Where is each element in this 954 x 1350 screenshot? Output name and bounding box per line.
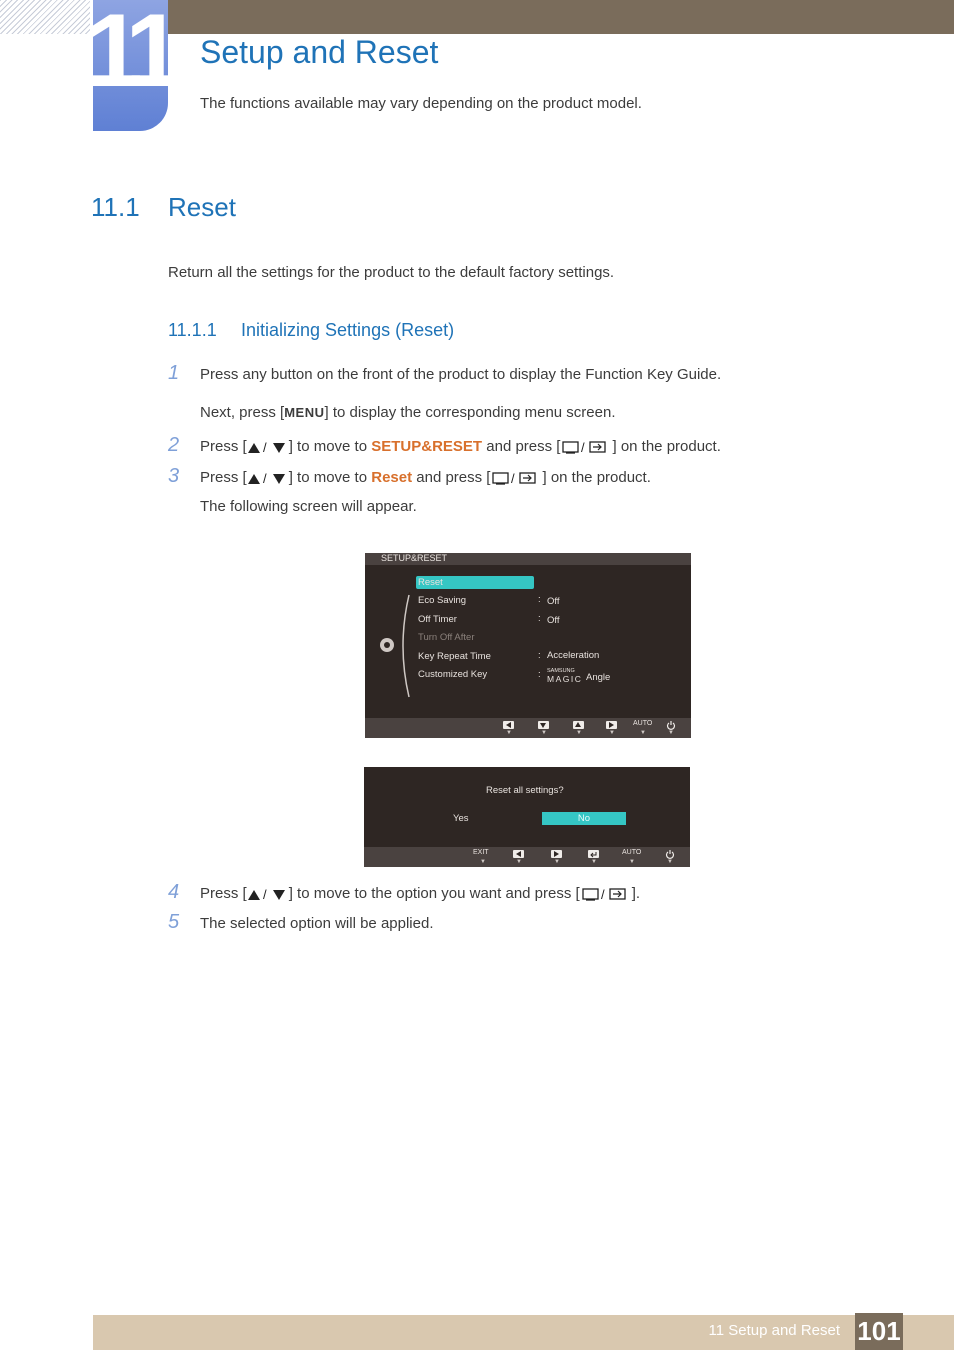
step-text-part: and press [ — [412, 469, 491, 486]
osd-menu-item-disabled: Turn Off After — [418, 632, 475, 643]
osd-menu-item[interactable]: Customized Key — [418, 669, 488, 680]
step-text-part: Press [ — [200, 438, 247, 455]
osd-colon: : — [538, 594, 541, 605]
osd-menu-value: Acceleration — [547, 650, 600, 661]
osd-menu-item[interactable]: Eco Saving — [418, 595, 467, 606]
down-button-icon[interactable] — [538, 721, 549, 729]
pointer-icon: ▼ — [640, 730, 646, 736]
step-text-part: ] on the product. — [612, 438, 721, 455]
step-text — [200, 438, 721, 455]
osd-menu-value: Angle — [586, 672, 611, 683]
enter-button-icon[interactable] — [588, 850, 599, 858]
chapter-title: Setup and Reset — [200, 34, 439, 70]
step-text-part: Next, press [ — [200, 404, 285, 421]
pointer-icon: ▼ — [629, 859, 635, 865]
svg-text:/: / — [262, 887, 267, 903]
chapter-tab — [85, 0, 171, 131]
osd-brand: MAGIC — [547, 674, 583, 684]
step-text — [200, 469, 651, 486]
up-down-arrows-icon — [247, 440, 289, 454]
auto-label[interactable]: AUTO — [633, 720, 653, 727]
footer-chapter-label: 11 Setup and Reset — [708, 1322, 840, 1339]
dialog-question: Reset all settings? — [486, 785, 564, 796]
pointer-icon: ▼ — [591, 859, 597, 865]
pointer-icon: ▼ — [480, 859, 486, 865]
subsection-number: 11.1.1 — [168, 320, 217, 340]
pointer-icon: ▼ — [554, 859, 560, 865]
pointer-icon: ▼ — [506, 730, 512, 736]
power-icon[interactable] — [666, 720, 676, 730]
step-text-part: ] to display the corresponding menu screen. — [324, 404, 616, 421]
osd-brand-top: SAMSUNG — [547, 668, 575, 674]
osd-button-guide — [365, 718, 691, 738]
pointer-icon: ▼ — [609, 730, 615, 736]
svg-text:/: / — [262, 440, 267, 456]
step-text-part: ] on the product. — [542, 469, 651, 486]
menu-key-label: MENU — [284, 405, 325, 420]
enter-source-icon — [490, 471, 542, 485]
osd-menu-item[interactable]: Reset — [418, 577, 443, 588]
step-number: 1 — [168, 362, 180, 384]
osd-dial-icon — [375, 591, 415, 701]
page-number: 101 — [855, 1313, 903, 1350]
step-text: Press any button on the front of the product to display the Function Key Guide. — [200, 366, 722, 383]
step-number: 2 — [168, 434, 180, 456]
subsection-title: Initializing Settings (Reset) — [241, 320, 455, 340]
osd-colon: : — [538, 613, 541, 624]
header-hatch-pattern — [0, 0, 90, 34]
pointer-icon: ▼ — [668, 730, 674, 736]
step-text-part: ]. — [631, 885, 641, 902]
step-number: 3 — [168, 465, 180, 487]
header-bar — [168, 0, 954, 34]
step-text-part: Press [ — [200, 469, 247, 486]
no-option: No — [577, 813, 591, 824]
section-description: Return all the settings for the product to the default factory settings. — [168, 264, 615, 281]
step-text: The selected option will be applied. — [200, 915, 434, 932]
power-icon[interactable] — [665, 849, 675, 859]
step-number: 5 — [168, 911, 180, 933]
right-button-icon[interactable] — [551, 850, 562, 858]
right-button-icon[interactable] — [606, 721, 617, 729]
step-text-part: ] to move to — [288, 469, 372, 486]
section-title: Reset — [168, 192, 236, 222]
osd-menu-title: SETUP&RESET — [381, 553, 448, 563]
svg-text:/: / — [581, 440, 586, 456]
up-down-arrows-icon — [247, 887, 289, 901]
yes-option[interactable]: Yes — [453, 813, 469, 824]
up-down-arrows-icon — [247, 471, 289, 485]
section-number: 11.1 — [91, 192, 140, 222]
osd-reset-dialog-screenshot — [364, 767, 690, 867]
left-button-icon[interactable] — [513, 850, 524, 858]
osd-menu-value: Off — [547, 596, 560, 607]
auto-label[interactable]: AUTO — [622, 849, 642, 856]
step-text-part: ] to move to the option you want and press [ — [288, 885, 580, 902]
pointer-icon: ▼ — [516, 859, 522, 865]
step-3-note: The following screen will appear. — [200, 498, 417, 515]
osd-menu-screenshot — [365, 553, 691, 738]
up-button-icon[interactable] — [573, 721, 584, 729]
osd-title-bar — [365, 553, 691, 565]
osd-menu-value: Off — [547, 615, 560, 626]
osd-button-guide — [364, 847, 690, 867]
svg-text:/: / — [262, 471, 267, 487]
left-button-icon[interactable] — [503, 721, 514, 729]
osd-menu-item[interactable]: Off Timer — [418, 614, 457, 625]
pointer-icon: ▼ — [541, 730, 547, 736]
osd-menu-item[interactable]: Key Repeat Time — [418, 651, 491, 662]
step-text — [200, 885, 640, 902]
chapter-number: 11 — [85, 0, 171, 109]
menu-name-highlight: Reset — [371, 469, 413, 486]
pointer-icon: ▼ — [667, 859, 673, 865]
svg-text:/: / — [600, 887, 605, 903]
menu-name-highlight: SETUP&RESET — [371, 438, 483, 455]
step-text-part: and press [ — [482, 438, 561, 455]
page-footer — [93, 1315, 954, 1350]
exit-label[interactable]: EXIT — [473, 849, 489, 856]
pointer-icon: ▼ — [576, 730, 582, 736]
enter-source-icon — [580, 887, 632, 901]
step-text-part: Press [ — [200, 885, 247, 902]
enter-source-icon — [560, 440, 612, 454]
osd-colon: : — [538, 669, 541, 680]
chapter-intro: The functions available may vary depending on the product model. — [200, 95, 642, 112]
step-number: 4 — [168, 881, 180, 903]
step-1-next — [200, 404, 615, 421]
svg-text:/: / — [511, 471, 516, 487]
step-text-part: ] to move to — [288, 438, 372, 455]
osd-colon: : — [538, 650, 541, 661]
no-option-highlight[interactable] — [542, 812, 626, 825]
